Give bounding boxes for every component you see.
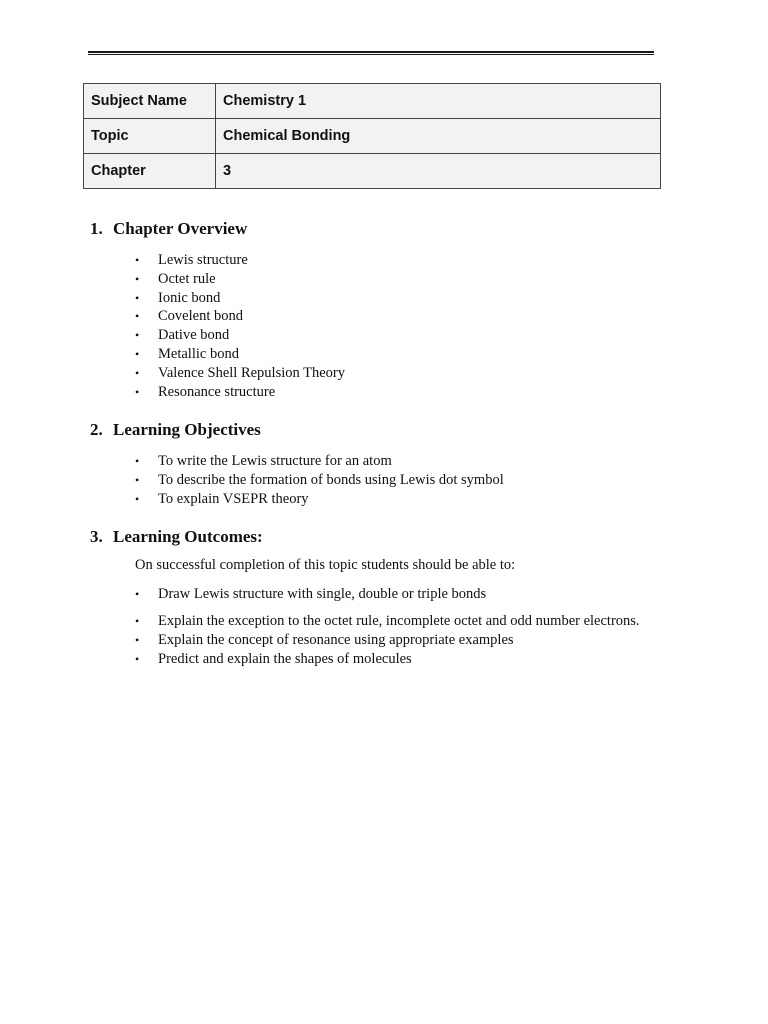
list-item-text: Explain the concept of resonance using appropriate examples	[158, 631, 514, 648]
bullet-icon: •	[135, 454, 140, 468]
list-item	[135, 251, 345, 270]
learning-outcomes-list-first	[135, 585, 486, 604]
list-item-text: Octet rule	[158, 270, 216, 287]
header-rule	[88, 51, 654, 55]
row-value: Chemical Bonding	[216, 119, 661, 154]
section-number: 1.	[90, 219, 103, 238]
list-item	[135, 471, 504, 490]
section-title: Learning Outcomes:	[113, 527, 263, 546]
section-heading	[90, 219, 247, 239]
bullet-icon: •	[135, 472, 140, 487]
list-item-text: Predict and explain the shapes of molecules	[158, 650, 412, 667]
row-label: Subject Name	[84, 84, 216, 119]
section-learning-outcomes	[90, 527, 263, 547]
section-title: Learning Objectives	[113, 420, 261, 439]
section-heading	[90, 527, 263, 547]
learning-outcomes-intro: On successful completion of this topic students should be able to:	[135, 557, 516, 573]
list-item-text: To describe the formation of bonds using Lewis dot symbol	[158, 471, 504, 488]
table-row	[84, 154, 661, 189]
list-item	[135, 452, 504, 471]
list-item-text: Metallic bond	[158, 345, 239, 362]
bullet-icon: •	[135, 614, 140, 628]
bullet-icon: •	[135, 290, 140, 305]
bullet-icon: •	[135, 384, 140, 399]
table-row	[84, 84, 661, 119]
learning-objectives-list	[135, 452, 504, 508]
list-item-text: Lewis structure	[158, 252, 248, 268]
list-item-text: Resonance structure	[158, 383, 276, 400]
row-label: Topic	[84, 119, 216, 154]
list-item	[135, 270, 345, 289]
table-row	[84, 119, 661, 154]
list-item	[135, 490, 504, 509]
list-item-text: To explain VSEPR theory	[158, 490, 309, 507]
bullet-icon: •	[135, 271, 140, 286]
bullet-icon: •	[135, 328, 140, 343]
bullet-icon: •	[135, 253, 140, 267]
list-item-text: Ionic bond	[158, 289, 221, 306]
row-label: Chapter	[84, 154, 216, 189]
bullet-icon: •	[135, 346, 140, 361]
bullet-icon: •	[135, 309, 140, 324]
list-item	[135, 650, 640, 669]
list-item-text: Covelent bond	[158, 308, 243, 325]
list-item	[135, 383, 345, 402]
bullet-icon: •	[135, 491, 140, 506]
list-item-text: Explain the exception to the octet rule, incomplete octet and odd number electrons.	[158, 613, 640, 629]
section-number: 2.	[90, 420, 103, 439]
chapter-overview-list	[135, 251, 345, 401]
list-item-text: Draw Lewis structure with single, double or triple bonds	[158, 586, 487, 602]
bullet-icon: •	[135, 651, 140, 666]
learning-outcomes-list	[135, 612, 640, 668]
list-item	[135, 289, 345, 308]
list-item	[135, 326, 345, 345]
list-item	[135, 307, 345, 326]
section-heading	[90, 420, 261, 440]
section-number: 3.	[90, 527, 103, 546]
bullet-icon: •	[135, 587, 140, 601]
list-item-text: Dative bond	[158, 327, 230, 344]
section-learning-objectives	[90, 420, 261, 440]
section-title: Chapter Overview	[113, 219, 248, 238]
bullet-icon: •	[135, 632, 140, 647]
list-item	[135, 585, 486, 604]
row-value: 3	[216, 154, 661, 189]
list-item	[135, 612, 640, 631]
section-chapter-overview	[90, 219, 247, 239]
list-item-text: To write the Lewis structure for an atom	[158, 453, 392, 469]
list-item	[135, 345, 345, 364]
subject-info-table	[83, 83, 661, 189]
row-value: Chemistry 1	[216, 84, 661, 119]
list-item	[135, 631, 640, 650]
list-item	[135, 364, 345, 383]
bullet-icon: •	[135, 365, 140, 380]
list-item-text: Valence Shell Repulsion Theory	[158, 364, 345, 381]
